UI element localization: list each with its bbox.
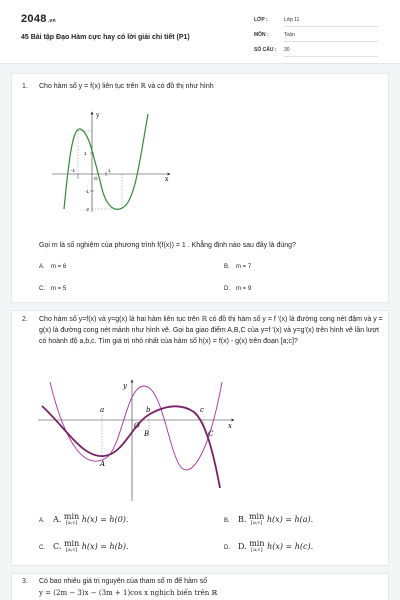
svg-text:b: b [146,406,151,414]
svg-text:O: O [94,176,98,181]
svg-text:1: 1 [84,151,87,156]
svg-text:A: A [100,460,106,468]
option-b[interactable]: B. m = 7 [224,264,252,270]
svg-text:y: y [123,382,127,390]
option-c[interactable]: C. C. min [a;c] h(x) = h(b). [39,539,129,553]
question-formula: y = (2m − 3)x − (3m + 1)cos x nghịch biến trên ℝ [39,589,218,597]
svg-text:x: x [165,176,169,183]
function-graph [44,109,174,214]
question-card-1 [11,73,389,303]
svg-text:O: O [134,422,140,430]
svg-text:x: x [228,422,232,430]
question-number: 1. [22,83,28,90]
question-text: Cho hàm số y = f(x) liên tục trên ℝ và có đồ thị như hình [39,83,214,90]
function-curve [64,114,148,209]
question-card-3 [11,573,389,600]
bold-curve [42,406,220,488]
question-number: 2. [22,316,28,323]
option-a[interactable]: A. m = 6 [39,264,67,270]
y-axis-label: y [96,112,100,119]
svg-text:a: a [100,406,105,414]
svg-text:-1: -1 [71,168,76,173]
option-d[interactable]: D. m = 9 [224,286,252,292]
question-text: Cho hàm số y=f(x) và y=g(x) là hai hàm liên tục trên ℝ có đồ thị hàm số y = f '(x) là đường cong nét đậm và y = g(x) là đường cong nét mảnh như hình vẽ. Gọi ba giao điểm A,B,C của y=f '(x) và y=g'(x) trên hình vẽ lần lượt có hoành độ a,b,c. Tìm giá trị nhỏ nhất của hàm số h(x) = f(x) - g(x) trên đoạn [a;c]? [39,316,383,345]
option-c[interactable]: C. m = 5 [39,286,67,292]
site-logo[interactable]: 2048.vn [21,13,56,25]
page-title: 45 Bài tập Đạo Hàm cực hay có lời giải chi tiết (P1) [21,34,190,41]
derivative-graph [36,378,236,503]
meta-count: SỐ CÂU : 30 [254,47,290,53]
option-d[interactable]: D. D. min [a;c] h(x) = h(c). [224,539,314,553]
svg-text:1: 1 [108,168,111,173]
meta-subject: MÔN : Toán [254,32,295,38]
question-number: 3. [22,578,28,585]
option-b[interactable]: B. B. min [a;c] h(x) = h(a). [224,512,314,526]
svg-text:-2: -2 [85,207,90,212]
question-prompt: Gọi m là số nghiệm của phương trình f(f(x)) = 1 . Khẳng định nào sau đây là đúng? [39,242,296,249]
question-text: Có bao nhiêu giá trị nguyên của tham số m để hàm số [39,578,208,585]
option-a[interactable]: A. A. min [a;c] h(x) = h(0). [39,512,129,526]
header [0,0,400,64]
meta-class: LỚP : Lớp 11 [254,17,299,23]
question-card-2 [11,310,389,566]
svg-text:B: B [144,430,150,438]
svg-text:c: c [200,406,204,414]
svg-text:-1: -1 [85,189,90,194]
svg-text:C: C [208,430,214,438]
